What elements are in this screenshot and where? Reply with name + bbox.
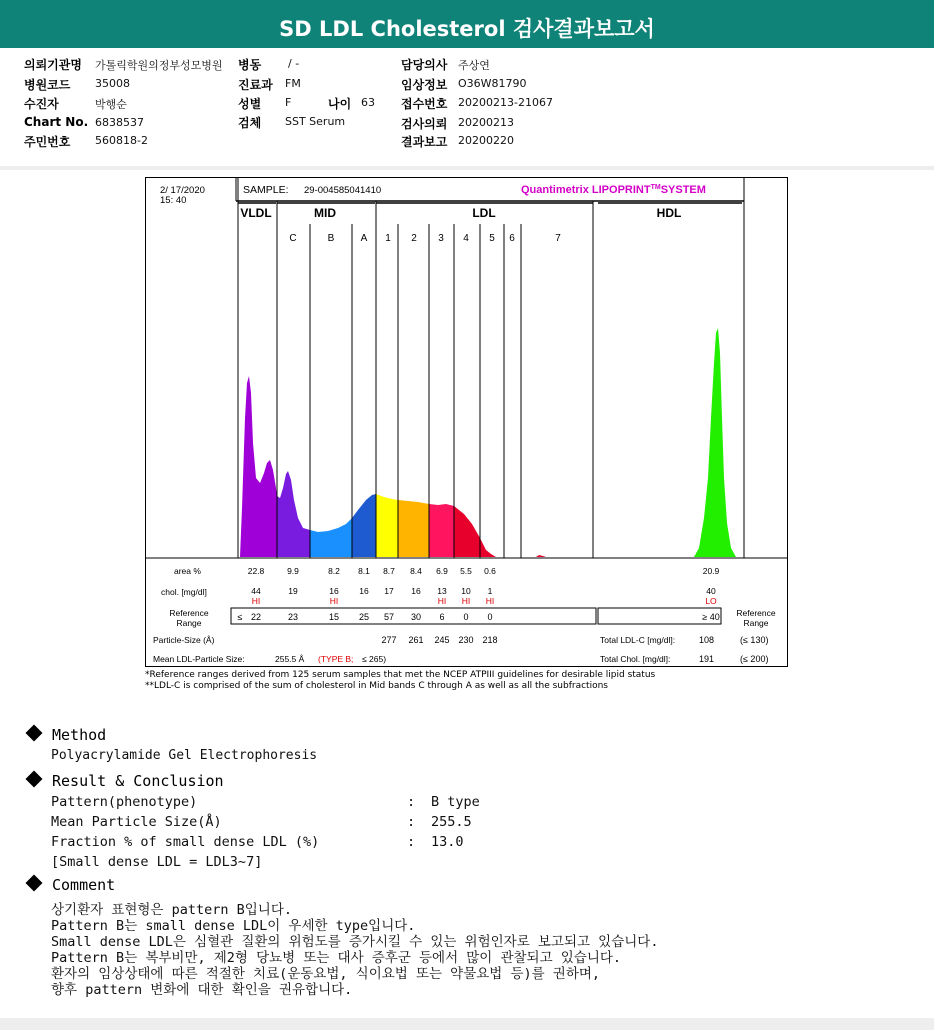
- area-value: 5.5: [460, 566, 472, 576]
- ref-value: ≥ 40: [702, 612, 720, 622]
- flag-value: HI: [329, 596, 339, 606]
- ref-value: 0: [463, 612, 469, 622]
- area-value: 20.9: [702, 566, 720, 576]
- ward-value: / -: [288, 57, 300, 70]
- flag-value: HI: [251, 596, 261, 606]
- clinical-label: 임상정보: [401, 78, 448, 92]
- mean-ref: ≤ 265): [362, 654, 387, 664]
- specimen-value: SST Serum: [285, 115, 346, 128]
- trace-mid-c: [277, 471, 310, 557]
- flag-value: LO: [705, 596, 717, 606]
- comment-line-5: 환자의 임상상태에 따른 적절한 치료(운동요법, 식이요법 또는 약물요법 등)를 권하며,: [51, 966, 601, 982]
- band-label: 1: [385, 233, 391, 244]
- lipoprint-chart: [146, 178, 787, 666]
- chol-value: 16: [411, 586, 421, 596]
- diamond-bullet-icon: [26, 875, 43, 892]
- chol-value: 16: [329, 586, 339, 596]
- total-chol-ref: (≤ 200): [740, 654, 769, 664]
- result-date-label: 결과보고: [401, 135, 448, 149]
- comment-line-3: Small dense LDL은 심혈관 질환의 위험도를 증가시킬 수 있는 위험인자로 보고되고 있습니다.: [51, 934, 659, 950]
- chol-value: 1: [487, 586, 493, 596]
- area-value: 0.6: [484, 566, 496, 576]
- sample-label: SAMPLE:: [243, 184, 289, 196]
- hospital-value: 가톨릭학원의정부성모병원: [95, 59, 223, 72]
- area-value: 8.4: [410, 566, 422, 576]
- comment-title-text: Comment: [52, 876, 116, 894]
- doctor-label: 담당의사: [401, 58, 448, 72]
- result-row-2-value: 255.5: [431, 814, 472, 830]
- total-chol-value: 191: [699, 654, 715, 664]
- code-label: 병원코드: [24, 78, 71, 92]
- chart-value: 6838537: [95, 116, 144, 129]
- ref-value: ≤: [237, 612, 243, 622]
- chart-label: Chart No.: [24, 115, 89, 129]
- band-label: 3: [438, 233, 444, 244]
- group-vldl: VLDL: [240, 206, 272, 220]
- request-value: 20200213: [458, 116, 514, 129]
- diamond-bullet-icon: [26, 725, 43, 742]
- band-label: 6: [509, 233, 515, 244]
- receipt-label: 접수번호: [401, 97, 448, 111]
- comment-line-2: Pattern B는 small dense LDL이 우세한 type입니다.: [51, 918, 416, 934]
- ref-label-line2: Range: [176, 618, 202, 628]
- ref-right-label-1: [736, 608, 775, 618]
- method-title-text: Method: [52, 726, 107, 744]
- trace-hdl: [694, 328, 736, 557]
- patient-value: 박행순: [95, 98, 127, 111]
- dept-value: FM: [285, 77, 301, 90]
- ref-label-line1: Reference: [169, 608, 209, 618]
- result-row-3-value: 13.0: [431, 834, 464, 850]
- ref-value: 25: [358, 612, 370, 622]
- ref-right-line2: Range: [743, 618, 769, 628]
- result-row-1-value: B type: [431, 794, 480, 810]
- sex-label: 성별: [238, 97, 262, 111]
- chol-label: chol. [mg/dl]: [161, 587, 207, 597]
- chol-row: [251, 586, 716, 596]
- report-time: 15: 40: [160, 195, 187, 206]
- bottom-bar: [0, 1018, 934, 1030]
- dept-label: 진료과: [238, 78, 273, 92]
- clinical-value: O36W81790: [458, 77, 527, 90]
- patient-info: [0, 48, 934, 167]
- footnote-2: **LDL-C is comprised of the sum of cholesterol in Mid bands C through A as well as all the subfractions: [145, 681, 608, 691]
- brand-tm: TM: [650, 184, 661, 191]
- particle-label: Particle-Size (Å): [153, 635, 215, 645]
- method-title: [26, 726, 106, 744]
- chol-value: 10: [461, 586, 471, 596]
- flag-value: HI: [485, 596, 495, 606]
- result-row-3-label: Fraction % of small dense LDL (%): [51, 834, 320, 850]
- particle-value: 245: [434, 635, 450, 645]
- ref-value: 0: [487, 612, 493, 622]
- method-text: Polyacrylamide Gel Electrophoresis: [51, 748, 318, 763]
- traces: [240, 328, 736, 557]
- flag-row: [252, 596, 717, 606]
- chol-value: 16: [359, 586, 369, 596]
- area-label: area %: [174, 566, 201, 576]
- group-mid: MID: [314, 206, 336, 220]
- mean-label: Mean LDL-Particle Size:: [153, 654, 245, 664]
- hospital-label: 의뢰기관명: [24, 58, 82, 72]
- result-title-text: Result & Conclusion: [52, 772, 224, 790]
- particle-row: [381, 635, 497, 645]
- total-ldl-value: 108: [699, 635, 715, 645]
- ref-right-line1: Reference: [736, 608, 776, 618]
- total-ldl-label: Total LDL-C [mg/dl]:: [600, 635, 676, 645]
- trace-mid-b: [310, 518, 352, 557]
- area-value: 22.8: [247, 566, 265, 576]
- ref-label-2: [176, 618, 201, 628]
- area-value: 9.9: [287, 566, 299, 576]
- band-label: 2: [411, 233, 417, 244]
- band-labels: [289, 233, 561, 244]
- band-label: B: [327, 233, 335, 244]
- particle-value: 230: [458, 635, 474, 645]
- lipoprint-report: [145, 177, 788, 667]
- ref-value: 23: [287, 612, 299, 622]
- result-row-1-label: Pattern(phenotype): [51, 794, 198, 810]
- particle-value: 277: [381, 635, 397, 645]
- separator: [0, 166, 934, 170]
- result-row-3-colon: :: [407, 834, 416, 850]
- result-title: [26, 772, 224, 790]
- comment-line-6: 향후 pattern 변화에 대한 확인을 권유합니다.: [51, 982, 353, 998]
- report-date: 2/ 17/2020: [160, 185, 205, 196]
- id-value: 560818-2: [95, 134, 148, 147]
- chol-value: 44: [251, 586, 261, 596]
- area-row: [248, 566, 720, 576]
- ref-row: [238, 612, 720, 622]
- chol-value: 17: [384, 586, 394, 596]
- ref-value: 15: [328, 612, 340, 622]
- ref-label-1: [169, 608, 208, 618]
- area-value: 8.7: [383, 566, 395, 576]
- comment-line-1: 상기환자 표현형은 pattern B입니다.: [51, 902, 292, 918]
- flag-value: HI: [437, 596, 447, 606]
- result-date-value: 20200220: [458, 134, 514, 147]
- ref-value: 22: [250, 612, 262, 622]
- group-hdl: HDL: [656, 206, 682, 220]
- ref-value: 30: [410, 612, 422, 622]
- particle-value: 218: [482, 635, 498, 645]
- trace-ldl-1: [376, 494, 398, 557]
- comment-line-4: Pattern B는 복부비만, 제2형 당뇨병 또는 대사 증후군 등에서 많이 관찰되고 있습니다.: [51, 950, 622, 966]
- sample-value: 29-004585041410: [304, 185, 382, 196]
- trace-ldl-4: [454, 506, 480, 557]
- comment-title: [26, 876, 115, 894]
- ward-label: 병동: [238, 58, 262, 72]
- band-label: C: [289, 233, 297, 244]
- trace-ldl-7: [536, 555, 546, 557]
- result-row-1-colon: :: [407, 794, 416, 810]
- total-ldl-ref: (≤ 130): [740, 635, 769, 645]
- area-value: 6.9: [436, 566, 448, 576]
- band-label: 5: [489, 233, 495, 244]
- area-value: 8.1: [358, 566, 370, 576]
- trace-ldl-5: [480, 538, 496, 557]
- band-label: 7: [555, 233, 561, 244]
- diamond-bullet-icon: [26, 771, 43, 788]
- sex-value: F: [285, 96, 292, 109]
- age-label: 나이: [328, 97, 352, 111]
- total-chol-label: Total Chol. [mg/dl]:: [600, 654, 671, 664]
- chol-value: 19: [288, 586, 298, 596]
- mean-type: (TYPE B;: [318, 654, 354, 664]
- result-row-2-label: Mean Particle Size(Å): [51, 814, 222, 830]
- chol-value: 40: [706, 586, 716, 596]
- ref-right-label-2: [743, 618, 768, 628]
- doctor-value: 주상연: [458, 59, 490, 72]
- group-ldl: LDL: [472, 206, 496, 220]
- trace-mid-a: [352, 494, 376, 557]
- band-label: A: [360, 233, 368, 244]
- result-note: [Small dense LDL = LDL3~7]: [51, 854, 263, 870]
- ref-value: 6: [439, 612, 445, 622]
- result-row-2-colon: :: [407, 814, 416, 830]
- area-value: 8.2: [328, 566, 340, 576]
- brand-main: Quantimetrix LIPOPRINT: [521, 184, 651, 196]
- band-label: 4: [463, 233, 469, 244]
- request-label: 검사의뢰: [401, 117, 448, 131]
- ref-value: 57: [383, 612, 395, 622]
- trace-vldl: [240, 376, 277, 557]
- trace-ldl-3: [429, 504, 454, 557]
- age-value: 63: [361, 96, 375, 109]
- specimen-label: 검체: [238, 116, 262, 130]
- id-label: 주민번호: [24, 135, 71, 149]
- brand-suffix: SYSTEM: [660, 184, 706, 196]
- particle-value: 261: [408, 635, 424, 645]
- trace-ldl-2: [398, 500, 429, 557]
- receipt-value: 20200213-21067: [458, 96, 553, 109]
- report-title: SD LDL Cholesterol 검사결과보고서: [279, 17, 655, 41]
- patient-label: 수진자: [24, 97, 59, 111]
- flag-value: HI: [461, 596, 471, 606]
- code-value: 35008: [95, 77, 130, 90]
- mean-value: 255.5 Å: [275, 654, 305, 664]
- chol-value: 13: [437, 586, 447, 596]
- brand-name: [521, 184, 706, 196]
- footnote-1: *Reference ranges derived from 125 serum samples that met the NCEP ATPIII guidelines for desirable lipid status: [145, 670, 656, 680]
- report-header: [0, 0, 934, 48]
